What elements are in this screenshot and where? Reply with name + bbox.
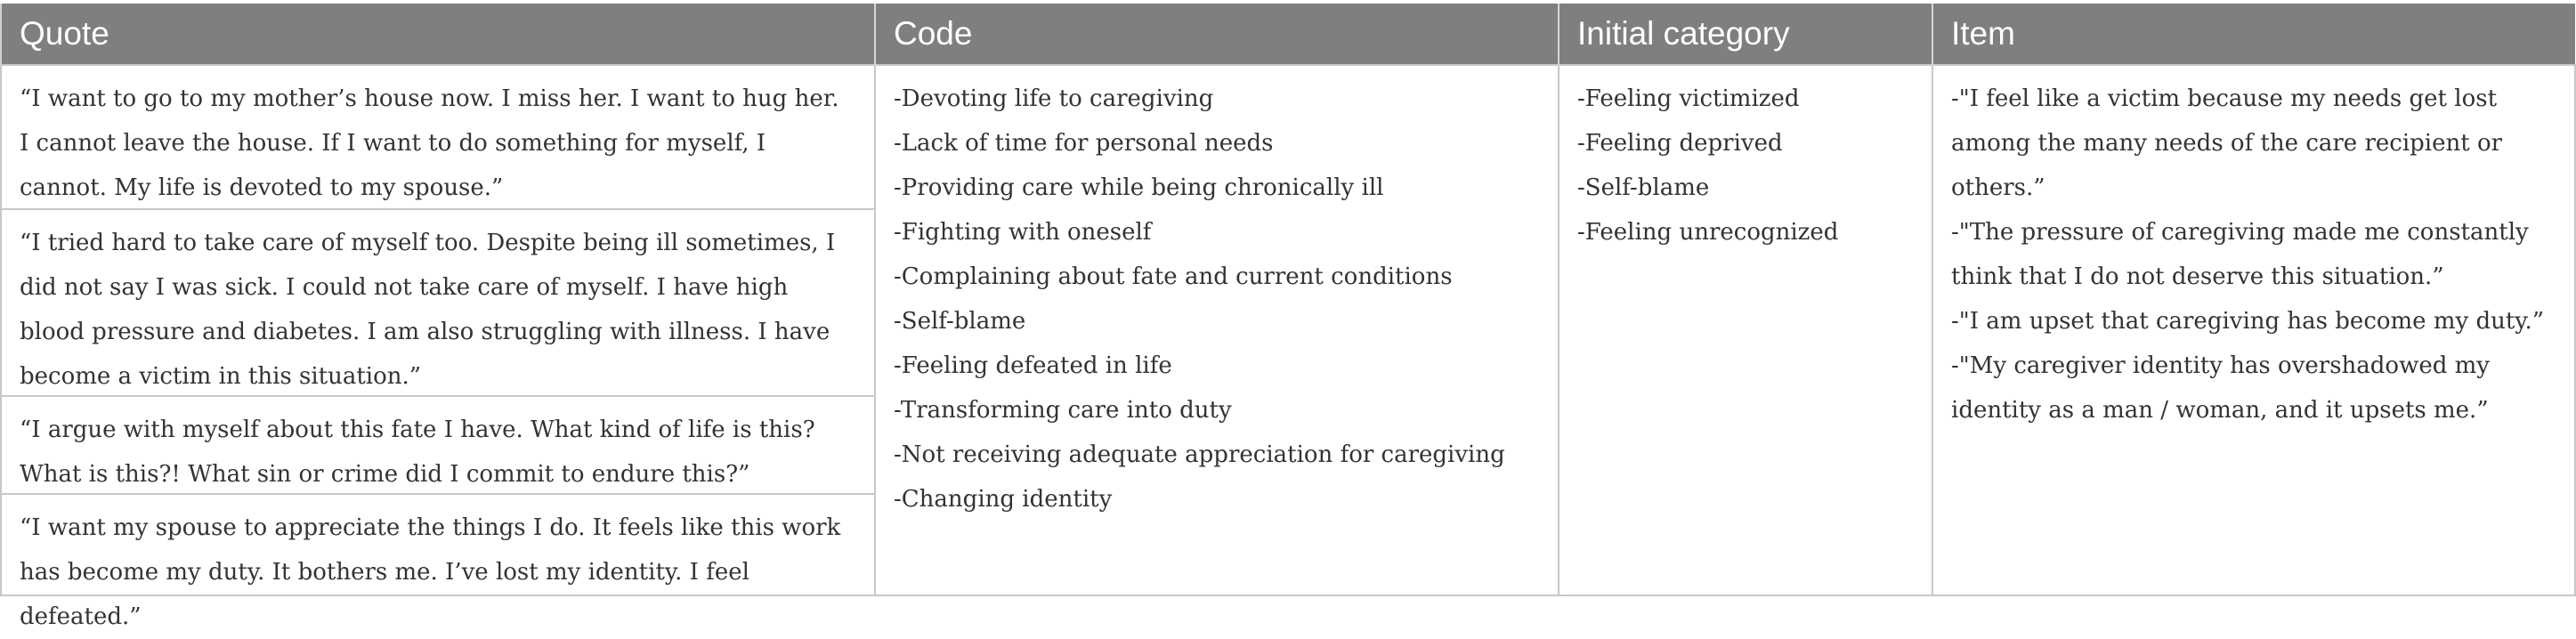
- qualitative-analysis-table: [0, 4, 2576, 630]
- header-row: [1, 4, 2575, 65]
- quote-text: “I want my spouse to appreciate the things I do. It feels like this work has become my duty. It bothers me. I’ve lost my identity. I feel defeated.”: [20, 514, 841, 630]
- code-item: -Changing identity: [894, 486, 1113, 513]
- code-item: -Providing care while being chronically ill: [894, 174, 1384, 201]
- quote-text: “I tried hard to take care of myself too. Despite being ill sometimes, I did not say I was sick. I could not take care of myself. I have high blood pressure and diabetes. I am also struggling with illness. I have become a victim in this situation.”: [2, 210, 874, 397]
- code-item: -Transforming care into duty: [894, 397, 1232, 424]
- header-code: Code: [875, 4, 1559, 65]
- header-initial-category: Initial category: [1559, 4, 1932, 65]
- item-entry: -"The pressure of caregiving made me constantly think that I do not deserve this situation.”: [1951, 219, 2529, 290]
- category-item: -Feeling deprived: [1577, 130, 1783, 157]
- header-quote: Quote: [1, 4, 875, 65]
- code-item: -Lack of time for personal needs: [894, 130, 1274, 157]
- category-item: -Self-blame: [1577, 174, 1710, 201]
- item-cell: [1932, 65, 2575, 595]
- category-item: -Feeling victimized: [1577, 85, 1800, 112]
- code-item: -Not receiving adequate appreciation for caregiving: [894, 441, 1505, 468]
- item-entry: -"I feel like a victim because my needs get lost among the many needs of the care recipient or others.”: [1951, 85, 2503, 201]
- code-item: -Self-blame: [894, 308, 1026, 335]
- header-item: Item: [1932, 4, 2575, 65]
- item-entry: -"My caregiver identity has overshadowed my identity as a man / woman, and it upsets me.”: [1951, 352, 2490, 424]
- code-cell: [875, 65, 1559, 595]
- code-item: -Feeling defeated in life: [894, 352, 1172, 379]
- quote-text: “I want to go to my mother’s house now. I miss her. I want to hug her. I cannot leave the house. If I want to do something for myself, I cannot. My life is devoted to my spouse.”: [2, 66, 874, 210]
- quote-cell: [1, 65, 875, 630]
- code-item: -Fighting with oneself: [894, 219, 1152, 246]
- item-entry: -"I am upset that caregiving has become my duty.”: [1951, 308, 2545, 335]
- initial-category-cell: [1559, 65, 1932, 595]
- category-item: -Feeling unrecognized: [1577, 219, 1839, 246]
- code-item: -Complaining about fate and current conditions: [894, 263, 1453, 290]
- code-item: -Devoting life to caregiving: [894, 85, 1214, 112]
- quote-text: “I argue with myself about this fate I have. What kind of life is this? What is this?! What sin or crime did I commit to endure this?”: [2, 397, 874, 495]
- table-row: [1, 65, 2575, 595]
